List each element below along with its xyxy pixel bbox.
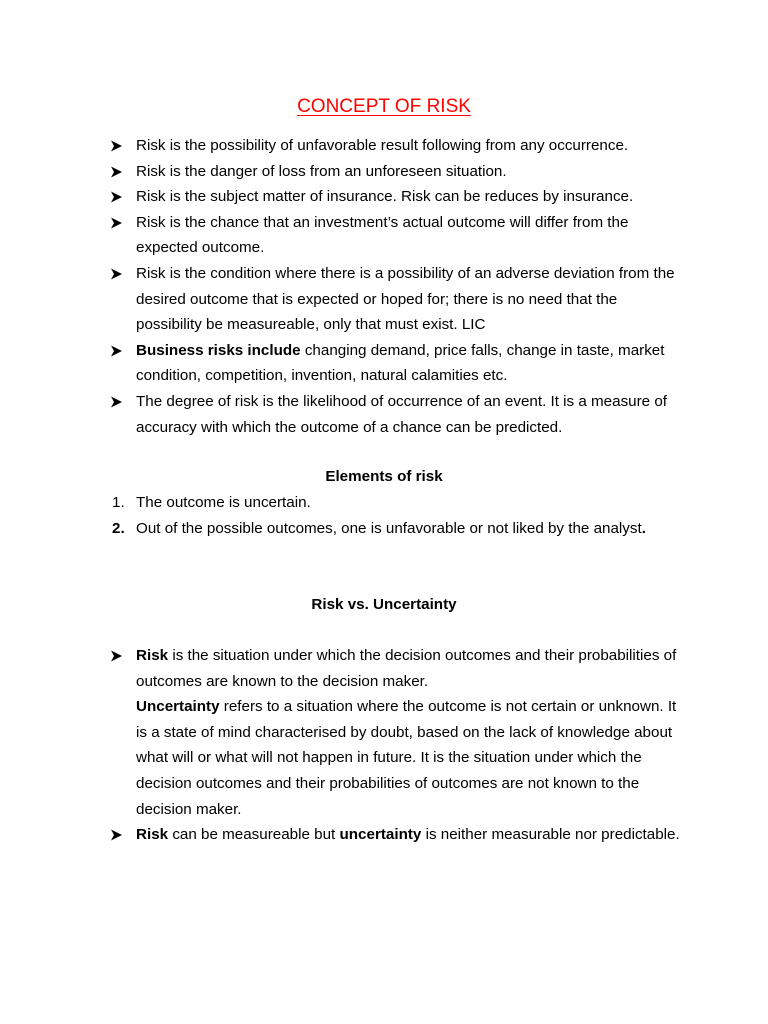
arrowhead-bullet-icon [110,159,124,185]
risk-vs-uncertainty-section [110,643,680,848]
arrowhead-bullet-icon [110,133,124,159]
bullet-text: is the situation under which the decision outcomes and their probabilities of outcomes are known to the decision maker. [136,647,677,690]
list-item [110,261,680,338]
risk-vs-uncertainty-list [110,643,680,848]
list-number: 1. [112,494,125,511]
arrowhead-bullet-icon [110,643,124,669]
elements-heading: Elements of risk [325,468,443,485]
arrowhead-bullet-icon [110,210,124,236]
arrowhead-bullet-icon [110,338,124,364]
elements-numbered-list [110,490,680,541]
bullet-bold-text: Risk [136,647,169,664]
list-item [110,822,680,848]
bullet-text: can be measureable but [168,826,340,844]
bullet-text: The degree of risk is the likelihood of occurrence of an event. It is a measure of accuracy with which the outcome of a chance can be predicted. [136,392,667,436]
list-text: Out of the possible outcomes, one is unfavorable or not liked by the analyst [136,519,642,537]
bullet-bold-text: Risk [136,826,169,844]
concept-bullet-list [110,133,680,440]
list-item [110,490,680,516]
list-item [110,210,680,261]
list-text-end: . [641,519,646,537]
bullet-text: refers to a situation where the outcome is not certain or unknown. It is a state of mind characterised by doubt, based on the lack of knowledge about what will or what will not happen in future. It is the situation under which the decision outcomes and their probabilities of outcomes are not known to the decision maker. [136,698,677,818]
bullet-bold-text: Uncertainty [136,698,220,716]
bullet-bold-text: Business risks include [136,341,301,359]
arrowhead-bullet-icon [110,822,124,848]
page-title: CONCEPT OF RISK [297,96,471,117]
concept-section [110,133,680,440]
bullet-text: Risk is the danger of loss from an unforeseen situation. [136,162,507,180]
arrowhead-bullet-icon [110,261,124,287]
list-text: The outcome is uncertain. [136,494,311,511]
bullet-text: changing demand, price falls, change in taste, market condition, competition, invention, natural calamities etc. [136,341,665,385]
bullet-text: Risk is the chance that an investment’s actual outcome will differ from the expected outcome. [136,213,629,257]
arrowhead-bullet-icon [110,184,124,210]
elements-section [110,490,680,541]
bullet-text: Risk is the possibility of unfavorable result following from any occurrence. [136,137,629,154]
arrowhead-bullet-icon [110,389,124,415]
list-item [110,389,680,440]
list-item [110,133,680,159]
list-item [110,643,680,822]
list-item [110,516,680,542]
risk-vs-uncertainty-heading: Risk vs. Uncertainty [311,596,457,613]
list-item [110,338,680,389]
bullet-text: is neither measurable nor predictable. [421,826,680,844]
bullet-bold-text: uncertainty [339,826,422,844]
list-item [110,184,680,210]
list-number: 2. [112,519,125,537]
list-item [110,159,680,185]
bullet-text: Risk is the condition where there is a possibility of an adverse deviation from the desired outcome that is expected or hoped for; there is no need that the possibility be measureable, only that must exist. LIC [136,264,675,334]
bullet-text: Risk is the subject matter of insurance. Risk can be reduces by insurance. [136,188,634,206]
